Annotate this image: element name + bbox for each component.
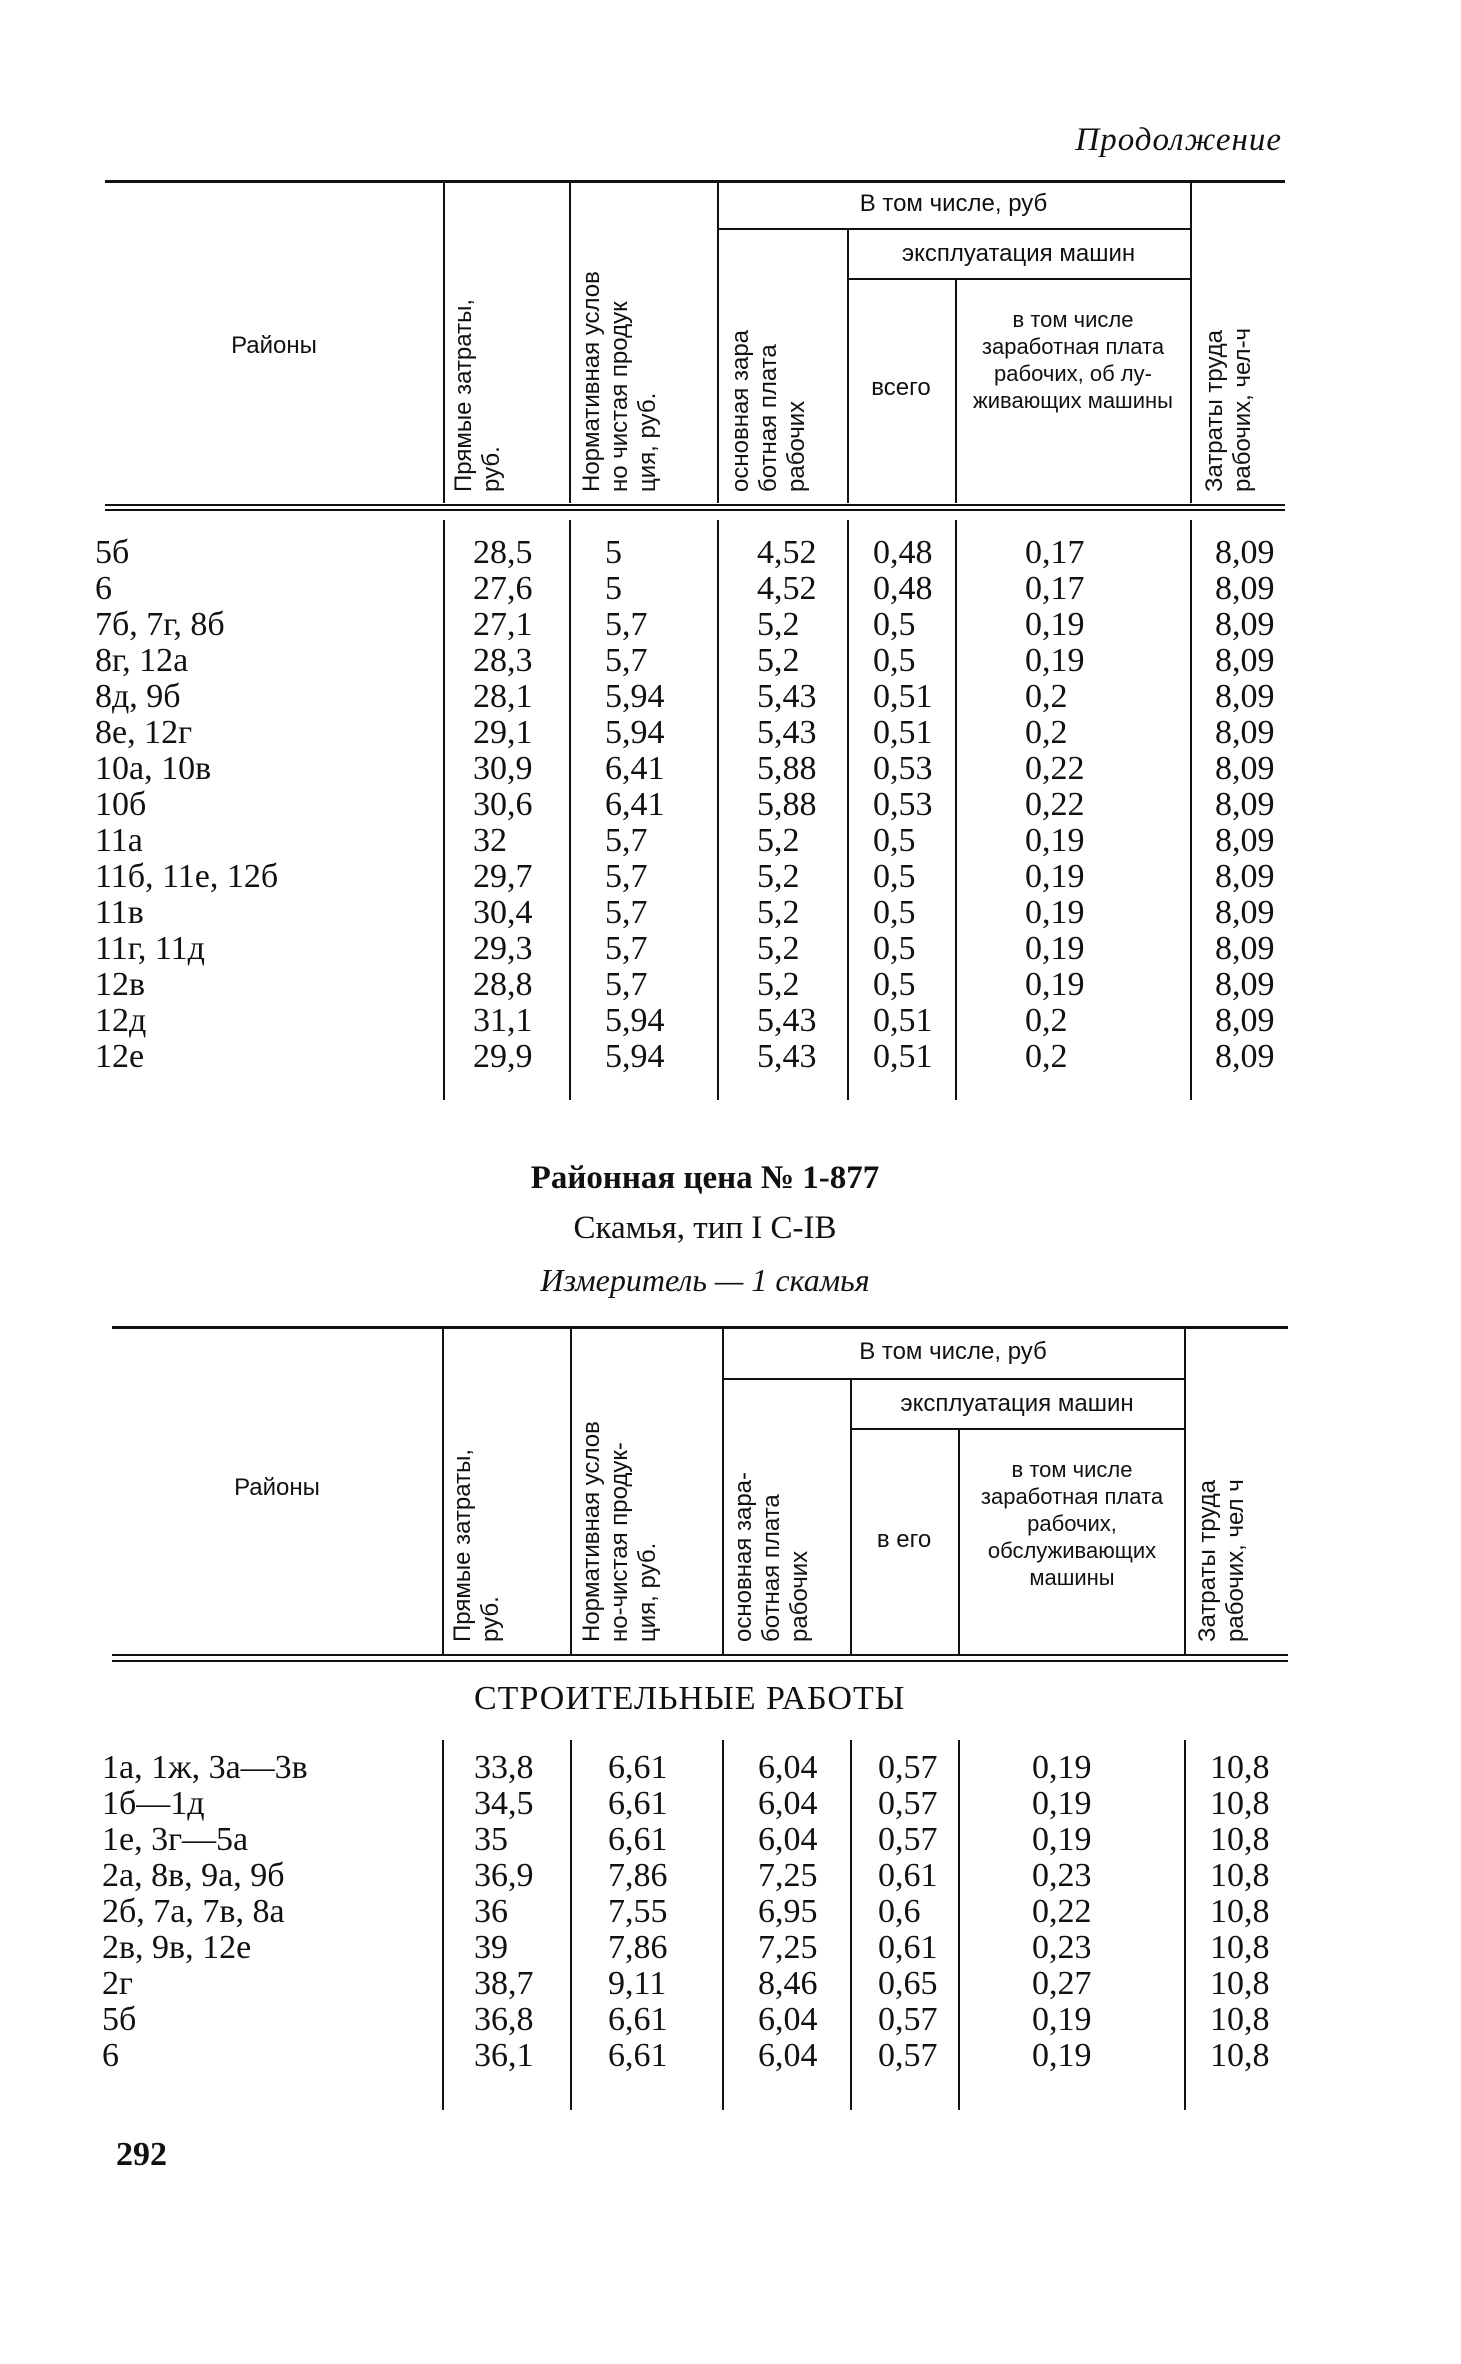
table-row: [102, 1929, 1288, 1966]
cell-labor: 10,8: [1210, 1857, 1270, 1894]
cell-machine-total: 0,5: [873, 822, 916, 859]
cell-district: 6: [95, 570, 112, 607]
table-row: [102, 1785, 1288, 1822]
cell-base-wage: 5,43: [757, 714, 817, 751]
cell-machine-wage: 0,23: [1032, 1857, 1092, 1894]
cell-normative: 5,7: [605, 894, 648, 931]
cell-labor: 8,09: [1215, 1038, 1275, 1075]
cell-district: 2а, 8в, 9а, 9б: [102, 1857, 285, 1894]
cell-normative: 7,86: [608, 1929, 668, 1966]
cell-normative: 7,55: [608, 1893, 668, 1930]
header-subrule: [722, 1378, 1184, 1380]
table-row: [95, 714, 1285, 751]
cell-direct-costs: 29,7: [473, 858, 533, 895]
cell-machine-wage: 0,17: [1025, 534, 1085, 571]
cell-normative: 6,61: [608, 1785, 668, 1822]
cell-machine-total: 0,6: [878, 1893, 921, 1930]
table-row: [95, 606, 1285, 643]
cell-direct-costs: 36,9: [474, 1857, 534, 1894]
cell-machine-wage: 0,19: [1025, 966, 1085, 1003]
cell-direct-costs: 36,8: [474, 2001, 534, 2038]
cell-district: 11в: [95, 894, 144, 931]
cell-district: 12в: [95, 966, 146, 1003]
cell-machine-wage: 0,19: [1025, 606, 1085, 643]
header-divider: [442, 1329, 444, 1654]
cell-machine-total: 0,57: [878, 1821, 938, 1858]
cell-machine-wage: 0,23: [1032, 1929, 1092, 1966]
cell-machine-wage: 0,19: [1032, 1749, 1092, 1786]
cell-normative: 5: [605, 570, 622, 607]
cell-machine-total: 0,48: [873, 570, 933, 607]
cell-normative: 6,61: [608, 2037, 668, 2074]
cell-direct-costs: 28,5: [473, 534, 533, 571]
table-row: [102, 1857, 1288, 1894]
cell-normative: 7,86: [608, 1857, 668, 1894]
cell-normative: 5,94: [605, 1038, 665, 1075]
table-row: [95, 642, 1285, 679]
cell-machine-wage: 0,19: [1032, 2001, 1092, 2038]
header-machine-ops: эксплуатация машин: [900, 1390, 1134, 1417]
page-number: 292: [116, 2136, 167, 2173]
cell-machine-total: 0,51: [873, 678, 933, 715]
cell-machine-total: 0,51: [873, 1038, 933, 1075]
cell-base-wage: 5,43: [757, 1002, 817, 1039]
cell-base-wage: 5,88: [757, 786, 817, 823]
table-row: [95, 570, 1285, 607]
cell-direct-costs: 36: [474, 1893, 508, 1930]
header-incl-wage: в том числе заработная плата рабочих, обслуживающих машины: [980, 1457, 1164, 1590]
cell-normative: 9,11: [608, 1965, 667, 2002]
cell-direct-costs: 34,5: [474, 1785, 534, 1822]
cell-normative: 5: [605, 534, 622, 571]
header-bottom-rule: [112, 1654, 1288, 1656]
cell-machine-wage: 0,22: [1025, 786, 1085, 823]
header-including: В том числе, руб: [859, 190, 1048, 217]
cell-district: 8д, 9б: [95, 678, 181, 715]
cell-labor: 10,8: [1210, 2001, 1270, 2038]
cell-district: 10б: [95, 786, 147, 823]
cell-base-wage: 6,04: [758, 2001, 818, 2038]
cell-direct-costs: 28,8: [473, 966, 533, 1003]
header-bottom-rule: [105, 504, 1285, 506]
table-2: [102, 1326, 1288, 2116]
cell-normative: 5,7: [605, 642, 648, 679]
cell-base-wage: 6,04: [758, 1749, 818, 1786]
cell-labor: 8,09: [1215, 750, 1275, 787]
cell-district: 5б: [95, 534, 130, 571]
table-row: [102, 1893, 1288, 1930]
cell-labor: 8,09: [1215, 786, 1275, 823]
table-row: [102, 2001, 1288, 2038]
cell-labor: 10,8: [1210, 1785, 1270, 1822]
cell-direct-costs: 33,8: [474, 1749, 534, 1786]
cell-normative: 5,7: [605, 606, 648, 643]
top-rule: [112, 1326, 1288, 1329]
cell-normative: 5,7: [605, 930, 648, 967]
cell-district: 11а: [95, 822, 143, 859]
cell-direct-costs: 36,1: [474, 2037, 534, 2074]
cell-machine-total: 0,5: [873, 894, 916, 931]
cell-base-wage: 6,04: [758, 1821, 818, 1858]
cell-normative: 5,7: [605, 822, 648, 859]
cell-district: 1е, 3г—5а: [102, 1821, 249, 1858]
cell-machine-wage: 0,19: [1025, 858, 1085, 895]
cell-direct-costs: 28,3: [473, 642, 533, 679]
cell-machine-wage: 0,19: [1032, 1785, 1092, 1822]
cell-direct-costs: 35: [474, 1821, 508, 1858]
cell-district: 7б, 7г, 8б: [95, 606, 225, 643]
header-divider: [958, 1428, 960, 1654]
cell-district: 6: [102, 2037, 119, 2074]
cell-base-wage: 6,95: [758, 1893, 818, 1930]
cell-labor: 10,8: [1210, 1929, 1270, 1966]
cell-district: 10а, 10в: [95, 750, 212, 787]
table-row: [95, 858, 1285, 895]
cell-normative: 5,7: [605, 858, 648, 895]
table-row: [102, 1821, 1288, 1858]
cell-machine-wage: 0,2: [1025, 678, 1068, 715]
header-direct-costs: Прямые затраты, руб.: [449, 1449, 504, 1642]
cell-labor: 10,8: [1210, 1821, 1270, 1858]
cell-machine-total: 0,57: [878, 2001, 938, 2038]
cell-machine-total: 0,5: [873, 930, 916, 967]
table-row: [95, 966, 1285, 1003]
table-row: [95, 894, 1285, 931]
cell-district: 8е, 12г: [95, 714, 193, 751]
cell-direct-costs: 32: [473, 822, 507, 859]
table-row: [95, 822, 1285, 859]
header-total: всего: [871, 374, 931, 401]
cell-base-wage: 5,2: [757, 966, 800, 1003]
cell-district: 2б, 7а, 7в, 8а: [102, 1893, 285, 1930]
cell-machine-total: 0,65: [878, 1965, 938, 2002]
cell-direct-costs: 38,7: [474, 1965, 534, 2002]
cell-machine-total: 0,51: [873, 714, 933, 751]
cell-machine-total: 0,5: [873, 642, 916, 679]
cell-direct-costs: 39: [474, 1929, 508, 1966]
table-row: [102, 2037, 1288, 2074]
cell-labor: 8,09: [1215, 966, 1275, 1003]
header-normative: Нормативная услов но-чистая продук- ция, руб.: [578, 1421, 661, 1642]
cell-district: 1а, 1ж, 3а—3в: [102, 1749, 308, 1786]
item-subtitle: Скамья, тип I С-IB: [573, 1210, 837, 1246]
header-divider: [850, 1378, 852, 1654]
cell-machine-total: 0,51: [873, 1002, 933, 1039]
cell-district: 11г, 11д: [95, 930, 205, 967]
header-divider: [847, 228, 849, 503]
header-bottom-rule-2: [105, 509, 1285, 511]
table-row: [102, 1749, 1288, 1786]
cell-machine-wage: 0,19: [1025, 642, 1085, 679]
cell-normative: 5,94: [605, 1002, 665, 1039]
header-divider: [570, 1329, 572, 1654]
cell-machine-total: 0,57: [878, 1749, 938, 1786]
cell-base-wage: 6,04: [758, 1785, 818, 1822]
table-row: [95, 1038, 1285, 1075]
table-row: [95, 678, 1285, 715]
cell-direct-costs: 27,1: [473, 606, 533, 643]
cell-base-wage: 5,2: [757, 894, 800, 931]
cell-machine-total: 0,61: [878, 1857, 938, 1894]
cell-direct-costs: 30,9: [473, 750, 533, 787]
cell-normative: 6,41: [605, 750, 665, 787]
cell-base-wage: 5,2: [757, 930, 800, 967]
cell-machine-wage: 0,2: [1025, 1002, 1068, 1039]
header-incl-wage: в том числе заработная плата рабочих, об лу-живающих машины: [973, 307, 1173, 413]
cell-machine-total: 0,48: [873, 534, 933, 571]
cell-direct-costs: 31,1: [473, 1002, 533, 1039]
header-divider: [717, 183, 719, 503]
header-subrule: [850, 1428, 1184, 1430]
cell-base-wage: 4,52: [757, 534, 817, 571]
header-districts: Районы: [231, 332, 317, 359]
cell-machine-wage: 0,19: [1025, 930, 1085, 967]
cell-machine-total: 0,5: [873, 606, 916, 643]
table-row: [95, 786, 1285, 823]
cell-machine-wage: 0,17: [1025, 570, 1085, 607]
header-direct-costs: Прямые затраты, руб.: [450, 299, 505, 492]
cell-labor: 8,09: [1215, 678, 1275, 715]
header-base-wage: основная зара ботная плата рабочих: [727, 329, 810, 492]
cell-base-wage: 6,04: [758, 2037, 818, 2074]
cell-direct-costs: 29,1: [473, 714, 533, 751]
cell-direct-costs: 29,9: [473, 1038, 533, 1075]
cell-labor: 10,8: [1210, 1965, 1270, 2002]
cell-normative: 5,94: [605, 714, 665, 751]
price-title: Районная цена № 1-877: [530, 1160, 880, 1196]
header-divider: [443, 183, 445, 503]
cell-base-wage: 8,46: [758, 1965, 818, 2002]
cell-machine-total: 0,5: [873, 966, 916, 1003]
cell-base-wage: 5,88: [757, 750, 817, 787]
cell-base-wage: 5,2: [757, 822, 800, 859]
cell-base-wage: 5,2: [757, 642, 800, 679]
cell-district: 5б: [102, 2001, 137, 2038]
cell-base-wage: 5,2: [757, 606, 800, 643]
cell-direct-costs: 30,6: [473, 786, 533, 823]
cell-district: 2г: [102, 1965, 133, 2002]
cell-base-wage: 5,43: [757, 678, 817, 715]
cell-labor: 10,8: [1210, 1749, 1270, 1786]
header-base-wage: основная зара- ботная плата рабочих: [730, 1471, 813, 1642]
cell-normative: 6,41: [605, 786, 665, 823]
continuation-label: Продолжение: [1075, 122, 1282, 158]
cell-normative: 6,61: [608, 1749, 668, 1786]
header-divider: [1184, 1329, 1186, 1654]
cell-direct-costs: 27,6: [473, 570, 533, 607]
works-section-title: СТРОИТЕЛЬНЫЕ РАБОТЫ: [474, 1680, 906, 1717]
cell-direct-costs: 29,3: [473, 930, 533, 967]
table-row: [95, 750, 1285, 787]
cell-labor: 10,8: [1210, 1893, 1270, 1930]
cell-machine-wage: 0,19: [1025, 822, 1085, 859]
cell-normative: 6,61: [608, 1821, 668, 1858]
cell-normative: 5,7: [605, 966, 648, 1003]
cell-district: 8г, 12а: [95, 642, 189, 679]
cell-district: 2в, 9в, 12е: [102, 1929, 252, 1966]
cell-base-wage: 5,43: [757, 1038, 817, 1075]
cell-normative: 5,94: [605, 678, 665, 715]
cell-labor: 8,09: [1215, 858, 1275, 895]
header-bottom-rule-2: [112, 1660, 1288, 1662]
cell-machine-wage: 0,19: [1032, 1821, 1092, 1858]
cell-direct-costs: 30,4: [473, 894, 533, 931]
cell-labor: 8,09: [1215, 534, 1275, 571]
cell-machine-wage: 0,22: [1032, 1893, 1092, 1930]
table-row: [102, 1965, 1288, 2002]
cell-machine-wage: 0,2: [1025, 714, 1068, 751]
header-normative: Нормативная услов но чистая продук ция, руб.: [578, 271, 661, 492]
cell-labor: 8,09: [1215, 930, 1275, 967]
cell-direct-costs: 28,1: [473, 678, 533, 715]
table-1: [95, 180, 1285, 1110]
header-subrule: [717, 228, 1190, 230]
cell-machine-wage: 0,22: [1025, 750, 1085, 787]
header-divider: [1190, 183, 1192, 503]
cell-district: 12е: [95, 1038, 145, 1075]
cell-labor: 8,09: [1215, 822, 1275, 859]
cell-base-wage: 4,52: [757, 570, 817, 607]
cell-base-wage: 7,25: [758, 1857, 818, 1894]
cell-district: 1б—1д: [102, 1785, 205, 1822]
header-including: В том числе, руб: [859, 1338, 1047, 1365]
cell-machine-wage: 0,27: [1032, 1965, 1092, 2002]
cell-base-wage: 7,25: [758, 1929, 818, 1966]
cell-labor: 8,09: [1215, 642, 1275, 679]
cell-machine-total: 0,57: [878, 2037, 938, 2074]
header-total: в его: [876, 1526, 932, 1553]
header-machine-ops: эксплуатация машин: [901, 240, 1136, 267]
cell-machine-total: 0,5: [873, 858, 916, 895]
cell-labor: 8,09: [1215, 894, 1275, 931]
header-divider: [569, 183, 571, 503]
top-rule: [105, 180, 1285, 183]
cell-base-wage: 5,2: [757, 858, 800, 895]
header-labor: Затраты труда рабочих, чел ч: [1194, 1479, 1249, 1642]
cell-machine-wage: 0,2: [1025, 1038, 1068, 1075]
header-subrule: [847, 278, 1190, 280]
cell-district: 12д: [95, 1002, 147, 1039]
table-row: [95, 1002, 1285, 1039]
cell-machine-wage: 0,19: [1025, 894, 1085, 931]
cell-normative: 6,61: [608, 2001, 668, 2038]
cell-labor: 10,8: [1210, 2037, 1270, 2074]
table-row: [95, 930, 1285, 967]
cell-machine-total: 0,57: [878, 1785, 938, 1822]
cell-labor: 8,09: [1215, 1002, 1275, 1039]
cell-labor: 8,09: [1215, 570, 1275, 607]
cell-labor: 8,09: [1215, 606, 1275, 643]
table-row: [95, 534, 1285, 571]
header-labor: Затраты труда рабочих, чел-ч: [1201, 327, 1256, 492]
cell-machine-total: 0,53: [873, 786, 933, 823]
cell-district: 11б, 11е, 12б: [95, 858, 279, 895]
measure-line: Измеритель — 1 скамья: [540, 1262, 870, 1298]
cell-machine-total: 0,61: [878, 1929, 938, 1966]
cell-labor: 8,09: [1215, 714, 1275, 751]
header-divider: [955, 278, 957, 503]
cell-machine-wage: 0,19: [1032, 2037, 1092, 2074]
header-districts: Районы: [234, 1474, 320, 1501]
cell-machine-total: 0,53: [873, 750, 933, 787]
